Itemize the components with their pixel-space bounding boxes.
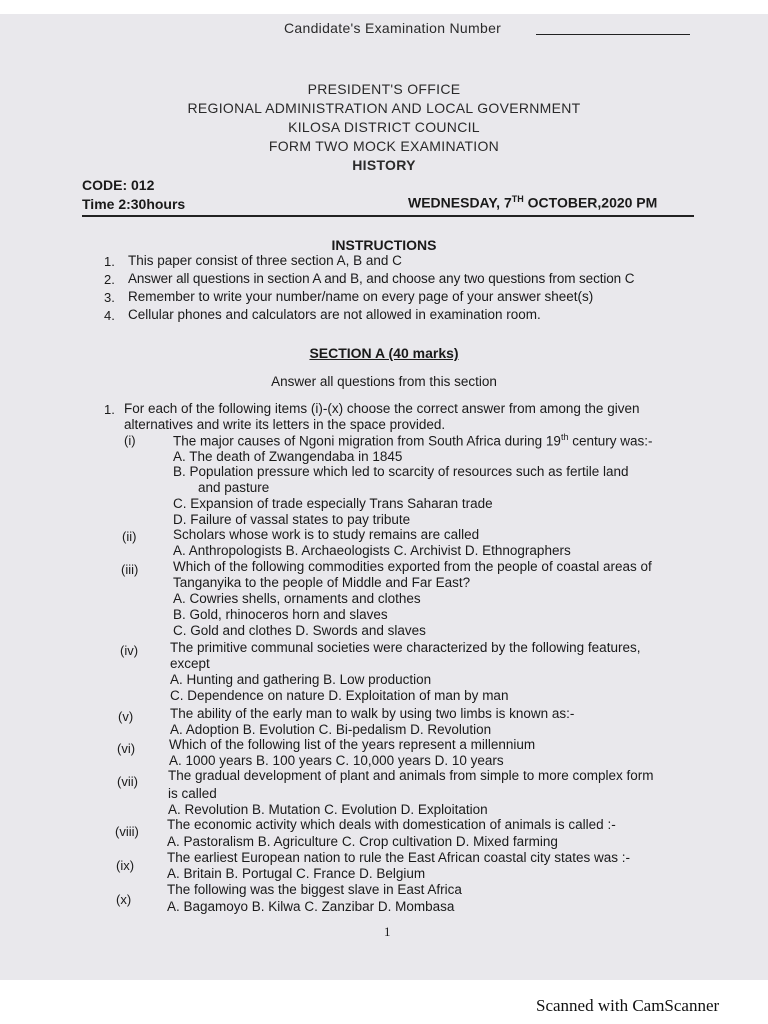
- item-option: A. The death of Zwangendaba in 1845: [173, 449, 403, 464]
- instruction-text: Answer all questions in section A and B, and choose any two questions from section C: [128, 271, 635, 286]
- item-question: Scholars whose work is to study remains are called: [173, 527, 480, 542]
- candidate-number-blank: [536, 34, 690, 35]
- item-roman: (ii): [122, 529, 137, 544]
- header-line-1: PRESIDENT'S OFFICE: [307, 81, 461, 97]
- item-roman: (viii): [115, 824, 139, 839]
- item-roman: (iii): [121, 562, 139, 577]
- question-1-line-2: alternatives and write its letters in the space provided.: [124, 417, 446, 432]
- section-a-subtitle: Answer all questions from this section: [271, 374, 497, 389]
- item-options: A. Adoption B. Evolution C. Bi-pedalism D. Revolution: [170, 722, 492, 737]
- exam-code: CODE: 012: [82, 177, 155, 193]
- instruction-text: Remember to write your number/name on every page of your answer sheet(s): [128, 289, 594, 304]
- candidate-number-label: Candidate's Examination Number: [284, 20, 502, 36]
- instruction-text: This paper consist of three section A, B and C: [128, 253, 402, 268]
- item-option: B. Gold, rhinoceros horn and slaves: [173, 607, 388, 622]
- item-question: The primitive communal societies were characterized by the following features,: [170, 640, 641, 655]
- item-option: C. Expansion of trade especially Trans Saharan trade: [173, 496, 493, 511]
- exam-date: WEDNESDAY, 7TH OCTOBER,2020 PM: [408, 194, 658, 211]
- item-question: Tanganyika to the people of Middle and Far East?: [173, 575, 471, 590]
- item-question: The major causes of Ngoni migration from South Africa during 19th century was:-: [173, 432, 653, 449]
- instruction-number: 2.: [104, 272, 115, 287]
- item-options: A. Britain B. Portugal C. France D. Belgium: [167, 866, 426, 881]
- item-option: B. Population pressure which led to scarcity of resources such as fertile land: [173, 464, 629, 479]
- instruction-number: 1.: [104, 254, 115, 269]
- item-question: is called: [168, 786, 217, 801]
- item-question: The ability of the early man to walk by using two limbs is known as:-: [170, 706, 575, 721]
- item-question: The economic activity which deals with domestication of animals is called :-: [167, 817, 616, 832]
- item-option: D. Failure of vassal states to pay tribute: [173, 512, 411, 527]
- item-options: A. 1000 years B. 100 years C. 10,000 years D. 10 years: [169, 753, 504, 768]
- item-question: Which of the following commodities exported from the people of coastal areas of: [173, 559, 652, 574]
- item-question: except: [170, 656, 210, 671]
- item-question: The following was the biggest slave in East Africa: [167, 882, 462, 897]
- item-roman: (vii): [117, 774, 138, 789]
- item-option: C. Dependence on nature D. Exploitation of man by man: [170, 688, 509, 703]
- item-options: A. Anthropologists B. Archaeologists C. Archivist D. Ethnographers: [173, 543, 571, 558]
- header-line-3: KILOSA DISTRICT COUNCIL: [288, 119, 480, 135]
- instruction-text: Cellular phones and calculators are not allowed in examination room.: [128, 307, 541, 322]
- scanner-watermark: Scanned with CamScanner: [536, 996, 720, 1015]
- item-roman: (ix): [116, 858, 135, 873]
- question-number: 1.: [104, 402, 115, 417]
- item-roman: (v): [118, 709, 134, 724]
- item-question: Which of the following list of the years represent a millennium: [169, 737, 536, 752]
- item-option: A. Cowries shells, ornaments and clothes: [173, 591, 421, 606]
- page-number: 1: [384, 924, 391, 939]
- subject-title: HISTORY: [352, 157, 416, 173]
- item-roman: (vi): [117, 741, 136, 756]
- section-a-title: SECTION A (40 marks): [309, 345, 459, 361]
- item-option: A. Hunting and gathering B. Low production: [170, 672, 432, 687]
- item-options: A. Pastoralism B. Agriculture C. Crop cultivation D. Mixed farming: [167, 834, 558, 849]
- item-roman: (i): [124, 433, 136, 448]
- item-options: A. Bagamoyo B. Kilwa C. Zanzibar D. Mombasa: [167, 899, 455, 914]
- item-option: C. Gold and clothes D. Swords and slaves: [173, 623, 426, 638]
- item-roman: (iv): [120, 643, 139, 658]
- header-line-4: FORM TWO MOCK EXAMINATION: [268, 138, 500, 154]
- item-option: and pasture: [198, 480, 270, 495]
- header-divider: [82, 215, 694, 217]
- item-options: A. Revolution B. Mutation C. Evolution D. Exploitation: [168, 802, 488, 817]
- item-question: The earliest European nation to rule the East African coastal city states was :-: [167, 850, 630, 865]
- instruction-number: 3.: [104, 290, 115, 305]
- item-roman: (x): [116, 892, 132, 907]
- exam-time: Time 2:30hours: [82, 196, 186, 212]
- instruction-number: 4.: [104, 308, 115, 323]
- instructions-title: INSTRUCTIONS: [331, 237, 437, 253]
- item-question: The gradual development of plant and animals from simple to more complex form: [168, 768, 654, 783]
- question-1-line-1: For each of the following items (i)-(x) choose the correct answer from among the given: [124, 401, 640, 416]
- header-line-2: REGIONAL ADMINISTRATION AND LOCAL GOVERNMENT: [187, 100, 581, 116]
